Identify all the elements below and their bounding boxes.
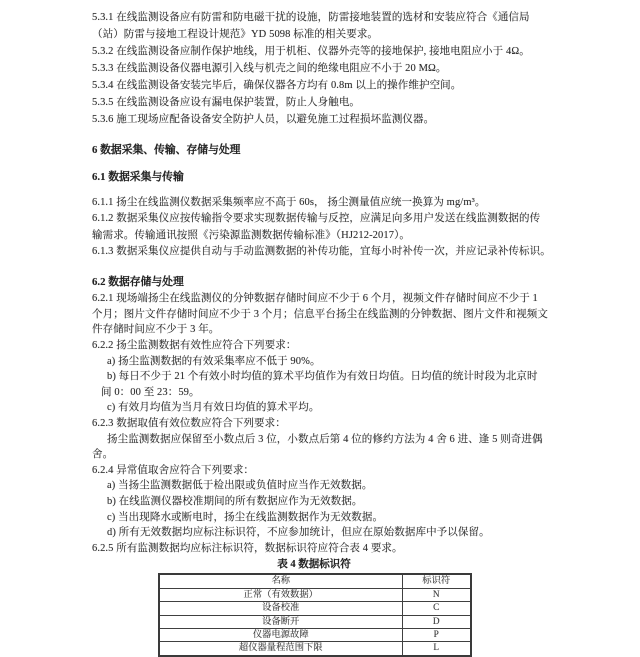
table-caption: 表 4 数据标识符 — [277, 559, 351, 571]
table-header-code: 标识符 — [402, 574, 471, 588]
table-cell-name: 设备断开 — [159, 615, 402, 628]
table-header-row — [159, 574, 471, 588]
table-cell-name: 设备校准 — [159, 602, 402, 615]
table-row — [159, 628, 471, 641]
doc-text-line: 5.3.4 在线监测设备安装完毕后，确保仪器各方均有 0.8m 以上的操作维护空间。 — [92, 80, 462, 91]
doc-text-line: b) 在线监测仪器校准期间的所有数据应作为无效数据。 — [107, 495, 363, 507]
doc-text-line: 个月；图片文件存储时间应不少于 3 个月；信息平台扬尘在线监测的分钟数据、图片文件和视频文 — [92, 308, 548, 320]
doc-text-line: c) 当出现降水或断电时，扬尘在线监测数据作为无效数据。 — [107, 511, 384, 523]
table-row — [159, 642, 471, 656]
doc-text-line: 舍。 — [92, 449, 114, 461]
doc-text-line: 5.3.5 在线监测设备应设有漏电保护装置，防止人身触电。 — [92, 97, 361, 108]
table-cell-code: L — [402, 642, 471, 656]
table-cell-name: 仪器电源故障 — [159, 628, 402, 641]
doc-text-line: （站）防雷与接地工程设计规范》YD 5098 标准的相关要求。 — [92, 29, 379, 40]
doc-text-line: 6.2.2 扬尘监测数据有效性应符合下列要求： — [92, 339, 297, 351]
table-cell-code: C — [402, 602, 471, 615]
vertical-spacer — [92, 260, 550, 274]
vertical-spacer — [92, 186, 550, 195]
subsection-heading: 6.1 数据采集与传输 — [92, 171, 184, 183]
vertical-spacer — [92, 159, 550, 169]
doc-text-line: 件存储时间应不少于 3 年。 — [92, 324, 220, 336]
vertical-spacer — [92, 128, 550, 142]
table-row — [159, 602, 471, 615]
doc-text-line: d) 所有无效数据均应标注标识符，不应参加统计，但应在原始数据库中予以保留。 — [107, 527, 490, 539]
doc-text-line: 5.3.2 在线监测设备应制作保护地线，用于机柜、仪器外壳等的接地保护, 接地电阻应小于 4Ω。 — [92, 46, 530, 57]
doc-text-line: 6.1.2 数据采集仪应按传输指令要求实现数据传输与反控，应满足向多用户发送在线监测数据的传 — [92, 213, 541, 225]
doc-text-line: 6.2.4 异常值取舍应符合下列要求： — [92, 464, 255, 476]
doc-text-line: c) 有效月均值为当月有效日均值的算术平均。 — [107, 402, 320, 414]
table-cell-code: P — [402, 628, 471, 641]
table-cell-code: D — [402, 615, 471, 628]
doc-text-line: a) 当扬尘监测数据低于检出限或负值时应当作无效数据。 — [107, 480, 373, 492]
doc-text-line: 扬尘监测数据应保留至小数点后 3 位，小数点后第 4 位的修约方法为 4 舍 6 进、逢 5 则奇进偶 — [107, 433, 543, 445]
section-heading: 6 数据采集、传输、存储与处理 — [92, 144, 241, 156]
doc-text-line: 6.1.1 扬尘在线监测仪数据采集频率应不高于 60s， 扬尘测量值应统一换算为 mg/m³。 — [92, 197, 486, 208]
table-cell-name: 超仪器量程范围下限 — [159, 642, 402, 656]
doc-text-line: 6.2.1 现场端扬尘在线监测仪的分钟数据存储时间应不少于 6 个月，视频文件存储时间应不少于 1 — [92, 293, 538, 305]
subsection-heading: 6.2 数据存储与处理 — [92, 276, 184, 289]
doc-text-line: 6.2.3 数据取值有效位数应符合下列要求： — [92, 417, 286, 429]
doc-text-line: 5.3.3 在线监测设备仪器电源引入线与机壳之间的绝缘电阻应不小于 20 MΩ。 — [92, 63, 447, 74]
table-cell-code: N — [402, 588, 471, 601]
data-identifier-table — [158, 573, 472, 656]
doc-text-line: 间 0：00 至 23：59。 — [101, 386, 200, 398]
table-section — [158, 556, 470, 656]
doc-text-line: 6.1.3 数据采集仪应提供自动与手动监测数据的补传功能，宜每小时补传一次，并应记录补传标识。 — [92, 245, 551, 257]
doc-text-line: 5.3.1 在线监测设备应有防雷和防电磁干扰的设施，防雷接地装置的选材和安装应符合《通信局 — [92, 12, 530, 23]
table-row — [159, 588, 471, 601]
doc-text-line: b) 每日不少于 21 个有效小时均值的算术平均值作为有效日均值。日均值的统计时段为北京时 — [107, 371, 538, 383]
table-header-name: 名称 — [159, 574, 402, 588]
doc-text-line: 输需求。传输通讯按照《污染源监测数据传输标准》（HJ212-2017）。 — [92, 229, 411, 241]
doc-text-line: a) 扬尘监测数据的有效采集率应不低于 90%。 — [107, 355, 321, 367]
doc-text-line: 6.2.5 所有监测数据均应标注标识符，数据标识符应符合表 4 要求。 — [92, 542, 403, 554]
table-cell-name: 正常（有效数据） — [159, 588, 402, 601]
table-row — [159, 615, 471, 628]
doc-text-line: 5.3.6 施工现场应配备设备安全防护人员，以避免施工过程损坏监测仪器。 — [92, 114, 435, 125]
